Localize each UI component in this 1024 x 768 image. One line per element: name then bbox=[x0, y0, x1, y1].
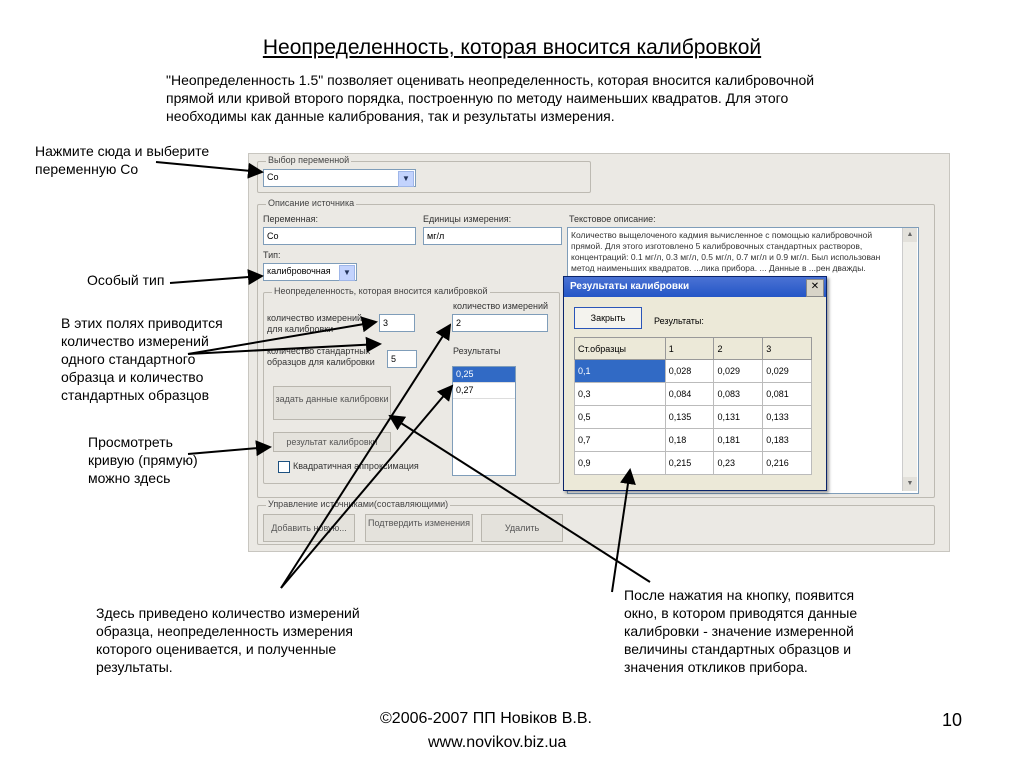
arrow-set-data bbox=[390, 416, 650, 582]
calibration-result-button[interactable]: результат калибровки bbox=[273, 432, 391, 452]
intro-text: "Неопределенность 1.5" позволяет оценивать неопределенность, которая вносится калибровочной прямой или кривой второго порядка, построенную по методу наименьших квадратов. Для этого необходимы как данные калибрования, так и результаты измерения. bbox=[166, 72, 815, 124]
standard-samples-label: количество стандартных образцов для калибровки bbox=[267, 346, 375, 367]
table-cell[interactable]: 0,3 bbox=[575, 383, 666, 406]
standard-samples-field[interactable]: 5 bbox=[387, 350, 417, 368]
slide-title: Неопределенность, которая вносится калибровкой bbox=[262, 36, 762, 59]
description-label: Текстовое описание: bbox=[569, 214, 656, 224]
table-cell[interactable]: 0,084 bbox=[665, 383, 714, 406]
table-cell[interactable]: 0,9 bbox=[575, 452, 666, 475]
results-label: Результаты bbox=[453, 346, 501, 356]
table-cell[interactable]: 0,5 bbox=[575, 406, 666, 429]
calibration-group-legend: Неопределенность, которая вносится калибровкой bbox=[274, 286, 488, 296]
table-cell[interactable]: 0,23 bbox=[714, 452, 763, 475]
type-label: Тип: bbox=[263, 250, 281, 260]
set-calibration-data-button[interactable]: задать данные калибровки bbox=[273, 386, 391, 420]
column-header[interactable]: 1 bbox=[665, 338, 714, 360]
table-cell[interactable]: 0,7 bbox=[575, 429, 666, 452]
footer-copyright: ©2006-2007 ПП Новіков В.В. bbox=[380, 710, 592, 727]
list-item[interactable]: 0,25 bbox=[453, 367, 515, 383]
footer-url: www.novikov.biz.ua bbox=[428, 734, 567, 751]
arrow-measurements bbox=[281, 325, 450, 588]
table-cell[interactable]: 0,216 bbox=[763, 452, 812, 475]
calibration-measurements-label: количество измерений для калибровки bbox=[267, 313, 363, 334]
table-cell[interactable]: 0,181 bbox=[714, 429, 763, 452]
scroll-down-icon[interactable]: ▼ bbox=[903, 477, 917, 491]
description-field[interactable]: Количество выщелоченого кадмия вычисленное с помощью калибровочной прямой. Для этого изготовлено 5 калибровочных стандартных растворов, концентраций: 0.1 мг/л, 0.3 мг/л, 0.5 мг/л, 0.7 мг/л и 0.9 мг/л. Был использован метод наименьших квадратов. ...лика прибора. ... Данные в ...рен дважды. bbox=[567, 227, 919, 494]
table-cell[interactable]: 0,215 bbox=[665, 452, 714, 475]
confirm-changes-button[interactable]: Подтвердить изменения bbox=[365, 514, 473, 542]
chevron-down-icon[interactable]: ▼ bbox=[398, 171, 414, 187]
variable-select[interactable]: Co ▼ bbox=[263, 169, 416, 187]
dialog-results-label: Результаты: bbox=[654, 316, 704, 326]
table-cell[interactable]: 0,183 bbox=[763, 429, 812, 452]
page-number: 10 bbox=[942, 710, 963, 730]
table-cell[interactable]: 0,029 bbox=[763, 360, 812, 383]
variable-group-legend: Выбор переменной bbox=[268, 155, 350, 165]
calibration-measurements-field[interactable]: 3 bbox=[379, 314, 415, 332]
table-cell[interactable]: 0,029 bbox=[714, 360, 763, 383]
close-icon[interactable]: ✕ bbox=[806, 279, 824, 297]
column-header[interactable]: 2 bbox=[714, 338, 763, 360]
chevron-down-icon[interactable]: ▼ bbox=[339, 265, 355, 281]
table-cell[interactable]: 0,081 bbox=[763, 383, 812, 406]
delete-button[interactable]: Удалить bbox=[481, 514, 563, 542]
table-cell[interactable]: 0,133 bbox=[763, 406, 812, 429]
arrow-dialog bbox=[612, 470, 630, 592]
column-header[interactable]: 3 bbox=[763, 338, 812, 360]
table-cell[interactable]: 0,18 bbox=[665, 429, 714, 452]
arrow-results bbox=[281, 386, 452, 588]
measurements-label: количество измерений bbox=[453, 301, 549, 311]
variable-field[interactable]: Co bbox=[263, 227, 416, 245]
table-cell[interactable]: 0,135 bbox=[665, 406, 714, 429]
note-special-type: Особый тип bbox=[87, 272, 165, 288]
measurements-field[interactable]: 2 bbox=[452, 314, 548, 332]
variable-label: Переменная: bbox=[263, 214, 318, 224]
note-view-curve: Просмотреть кривую (прямую) можно здесь bbox=[88, 434, 198, 486]
table-cell[interactable]: 0,1 bbox=[575, 360, 666, 383]
note-dialog: После нажатия на кнопку, появится окно, в котором приводятся данные калибровки - значение измеренной величины стандартных образцов и значения откликов прибора. bbox=[624, 587, 858, 675]
quadratic-label: Квадратичная аппроксимация bbox=[293, 461, 419, 471]
table-cell[interactable]: 0,028 bbox=[665, 360, 714, 383]
scroll-up-icon[interactable]: ▲ bbox=[903, 228, 917, 242]
note-variable: Нажмите сюда и выберите переменную Co bbox=[35, 143, 210, 177]
units-field[interactable]: мг/л bbox=[423, 227, 562, 245]
source-group-legend: Описание источника bbox=[268, 198, 355, 208]
column-header[interactable]: Ст.образцы bbox=[575, 338, 666, 360]
units-label: Единицы измерения: bbox=[423, 214, 512, 224]
note-fields: В этих полях приводится количество измерений одного стандартного образца и количество стандартных образцов bbox=[61, 315, 223, 403]
type-select[interactable]: калибровочная ▼ bbox=[263, 263, 357, 281]
dialog-title: Результаты калибровки bbox=[564, 277, 826, 297]
list-item[interactable]: 0,27 bbox=[453, 383, 515, 399]
close-button[interactable]: Закрыть bbox=[574, 307, 642, 329]
table-cell[interactable]: 0,131 bbox=[714, 406, 763, 429]
table-cell[interactable]: 0,083 bbox=[714, 383, 763, 406]
add-new-button[interactable]: Добавить новую... bbox=[263, 514, 355, 542]
management-group-legend: Управление источниками(составляющими) bbox=[268, 499, 449, 509]
note-results: Здесь приведено количество измерений образца, неопределенность измерения которого оценивается, и полученные результаты. bbox=[96, 605, 360, 675]
